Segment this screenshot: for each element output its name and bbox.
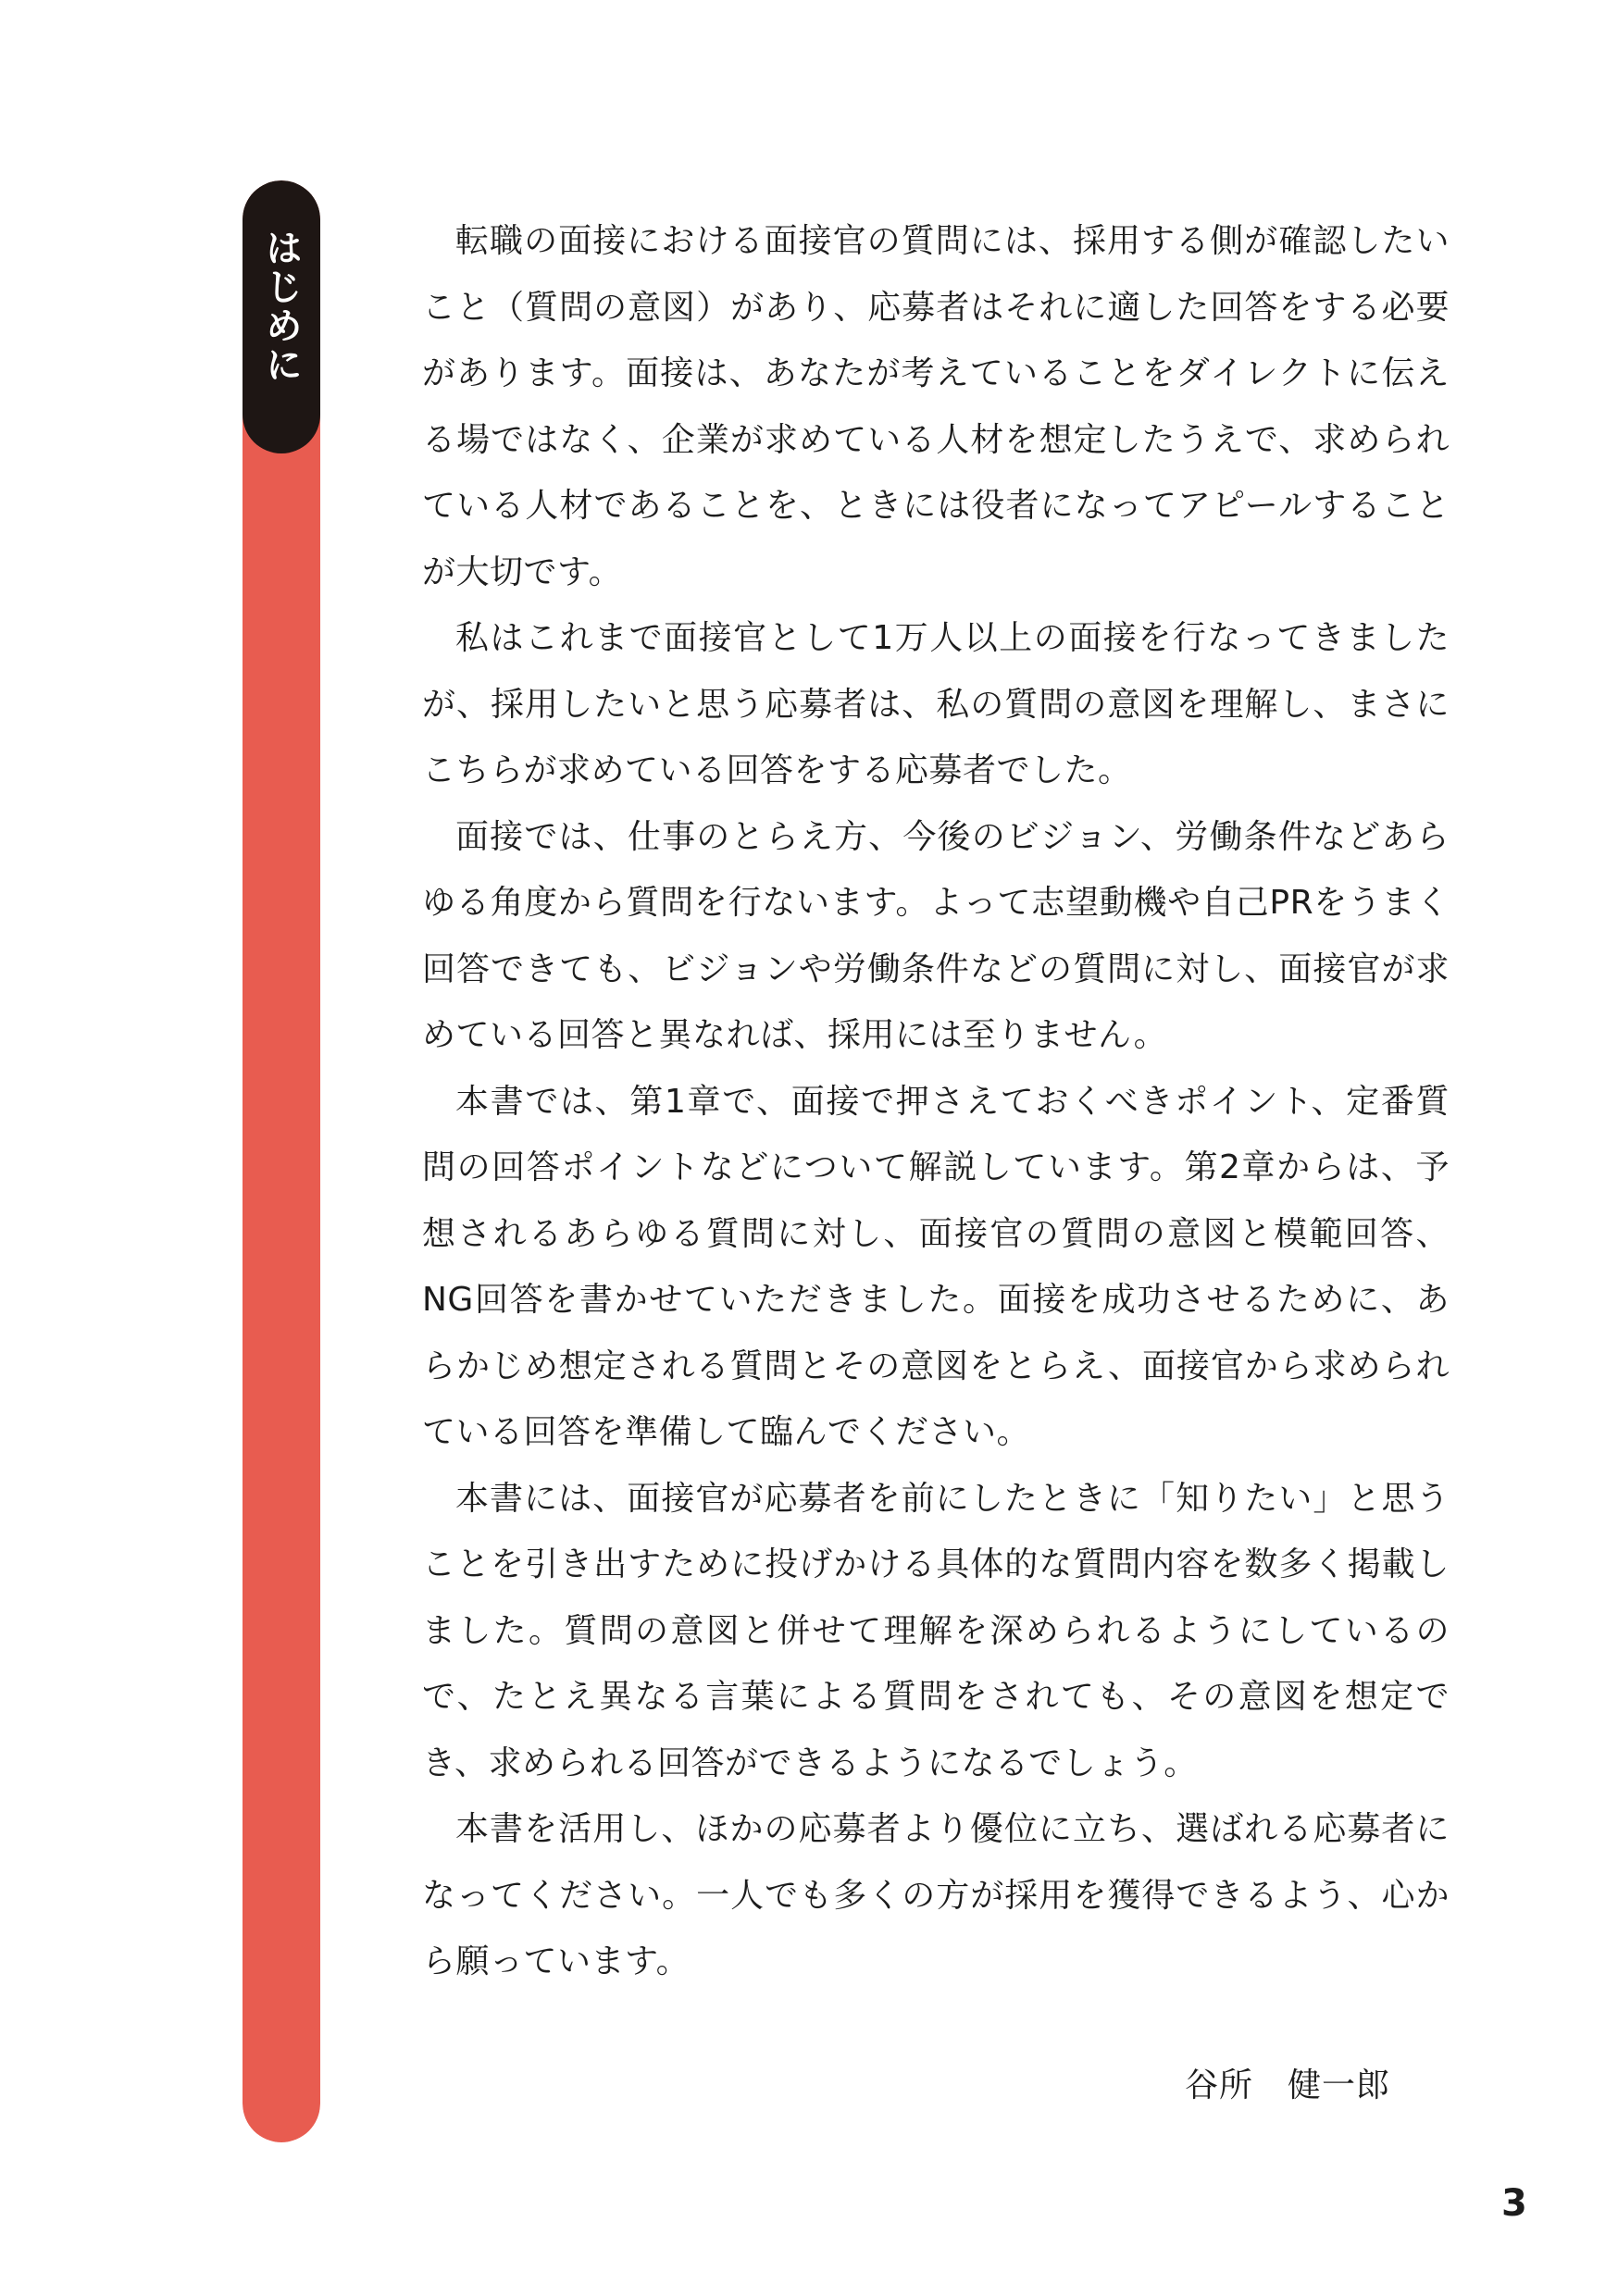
body-text xyxy=(422,208,1450,1995)
side-bar-red-strip xyxy=(243,180,320,2142)
chapter-side-bar xyxy=(243,180,320,2142)
author-signature: 谷所 健一郎 xyxy=(1185,2066,1391,2104)
section-title: はじめに xyxy=(259,229,303,384)
paragraph: 転職の面接における面接官の質問には、採用する側が確認したいこと（質問の意図）があり、応募者はそれに適した回答をする必要があります。面接は、あなたが考えていることをダイレクトに伝える場ではなく、企業が求めている人材を想定したうえで、求められている人材であることを、ときには役者になってアピールすることが大切です。 xyxy=(422,222,1450,591)
paragraph: 本書では、第1章で、面接で押さえておくべきポイント、定番質問の回答ポイントなどについて解説しています。第2章からは、予想されるあらゆる質問に対し、面接官の質問の意図と模範回答、NG回答を書かせていただきました。面接を成功させるために、あらかじめ想定される質問とその意図をとらえ、面接官から求められている回答を準備して臨んでください。 xyxy=(422,1082,1450,1451)
page-number: 3 xyxy=(1501,2182,1527,2225)
paragraph: 本書には、面接官が応募者を前にしたときに「知りたい」と思うことを引き出すために投げかける具体的な質問内容を数多く掲載しました。質問の意図と併せて理解を深められるようにしているので、たとえ異なる言葉による質問をされても、その意図を想定でき、求められる回答ができるようになるでしょう。 xyxy=(422,1479,1450,1782)
side-bar-title-tab xyxy=(243,180,320,453)
paragraph: 私はこれまで面接官として1万人以上の面接を行なってきましたが、採用したいと思う応募者は、私の質問の意図を理解し、まさにこちらが求めている回答をする応募者でした。 xyxy=(422,619,1450,789)
paragraph: 面接では、仕事のとらえ方、今後のビジョン、労働条件などあらゆる角度から質問を行ないます。よって志望動機や自己PRをうまく回答できても、ビジョンや労働条件などの質問に対し、面接官が求めている回答と異なれば、採用には至りません。 xyxy=(422,817,1450,1054)
paragraph: 本書を活用し、ほかの応募者より優位に立ち、選ばれる応募者になってください。一人でも多くの方が採用を獲得できるよう、心から願っています。 xyxy=(422,1810,1450,1980)
